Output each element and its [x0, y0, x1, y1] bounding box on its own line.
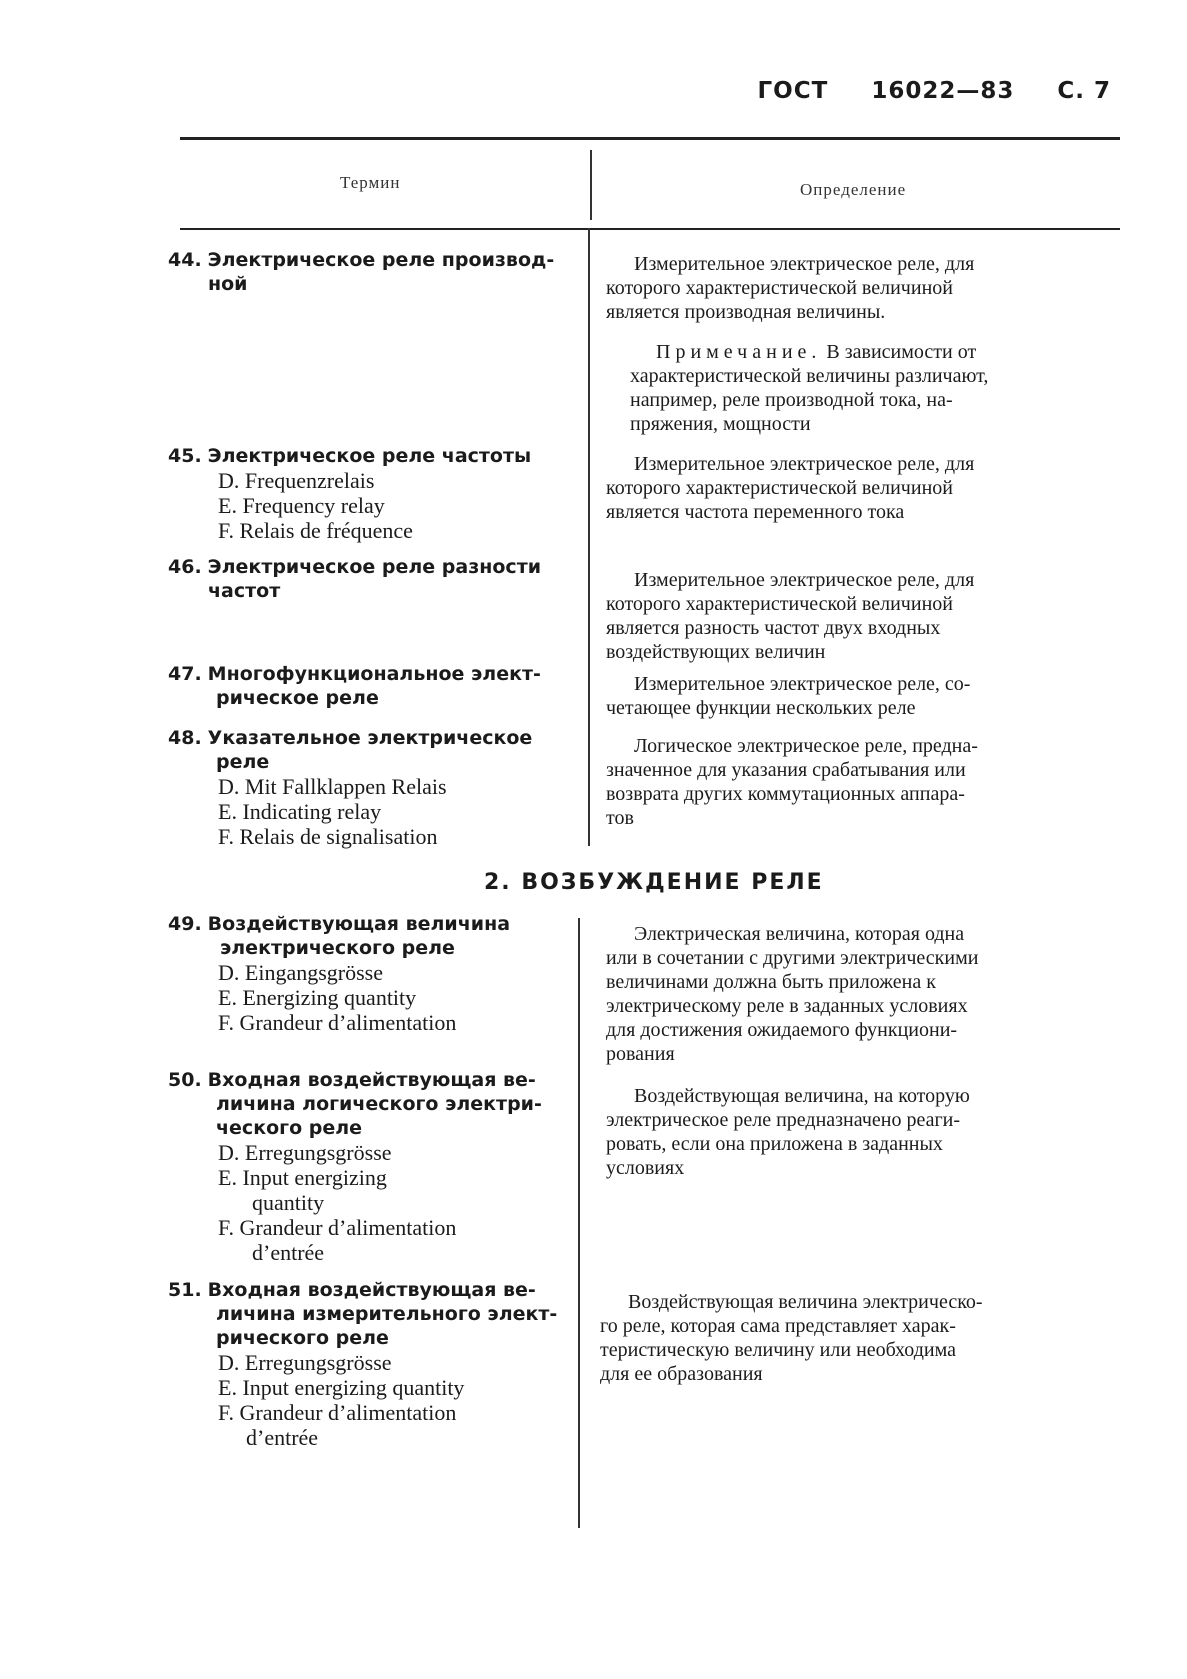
equivalent-en: E. Energizing quantity	[218, 985, 417, 1010]
term-entry-51	[168, 1278, 568, 1450]
definition-line: является частота переменного тока	[606, 501, 905, 523]
definition-line: теристическую величину или необходима	[600, 1339, 956, 1361]
term-name: Входная воздействующая ве-	[207, 1069, 536, 1091]
equivalent-fr: F. Relais de fréquence	[218, 518, 413, 543]
column-divider-upper	[588, 228, 590, 846]
definition-line: Электрическая величина, которая одна	[634, 923, 965, 945]
definition-line: четающее функции нескольких реле	[606, 697, 916, 719]
term-name: Указательное электрическое	[207, 727, 533, 749]
equivalent-de: D. Erregungsgrösse	[218, 1140, 392, 1165]
term-name-cont: рического реле	[216, 1327, 389, 1349]
column-header-definition: Определение	[800, 180, 907, 199]
definition-line: или в сочетании с другими электрическими	[606, 947, 979, 969]
definition-line: для ее образования	[600, 1363, 763, 1385]
term-entry-46	[168, 555, 568, 603]
term-number: 46.	[168, 556, 202, 578]
equivalent-fr: F. Grandeur d’alimentation	[218, 1010, 457, 1035]
standard-number: 16022—83	[871, 78, 1015, 104]
equivalent-en: E. Input energizing	[218, 1165, 387, 1190]
term-entry-48	[168, 726, 568, 849]
term-entry-49	[168, 912, 568, 1035]
definition-line: Воздействующая величина электрическо-	[628, 1291, 983, 1313]
note-line: пряжения, мощности	[630, 413, 811, 435]
column-header-term: Термин	[340, 173, 401, 192]
term-number: 50.	[168, 1069, 202, 1091]
definition-line: которого характеристической величиной	[606, 277, 953, 299]
definition-line: Измерительное электрическое реле, для	[634, 253, 975, 275]
equivalent-fr-cont: d’entrée	[246, 1425, 319, 1450]
definition-line: которого характеристической величиной	[606, 593, 953, 615]
definition-line: Измерительное электрическое реле, для	[634, 569, 975, 591]
column-divider-lower	[578, 918, 580, 1528]
definition-line: го реле, которая сама представляет харак-	[600, 1315, 956, 1337]
term-name-cont: электрического реле	[220, 937, 455, 959]
definition-line: Измерительное электрическое реле, для	[634, 453, 975, 475]
term-name-cont: рическое реле	[216, 687, 379, 709]
section-title: 2. ВОЗБУЖДЕНИЕ РЕЛЕ	[484, 870, 824, 895]
definition-line: величинами должна быть приложена к	[606, 971, 936, 993]
definition-line: возврата других коммутационных аппара-	[606, 783, 965, 805]
term-entry-45	[168, 444, 568, 543]
equivalent-fr: F. Relais de signalisation	[218, 824, 438, 849]
definition-44	[606, 252, 1114, 324]
equivalent-fr: F. Grandeur d’alimentation	[218, 1400, 457, 1425]
term-name-cont: ной	[208, 273, 248, 295]
term-name-cont: ческого реле	[216, 1117, 363, 1139]
term-name: Электрическое реле разности	[207, 556, 542, 578]
standard-label: ГОСТ	[757, 78, 829, 104]
term-name: Многофункциональное элект-	[207, 663, 541, 685]
term-name-cont: реле	[216, 751, 270, 773]
definition-47	[606, 672, 1114, 720]
definition-line: тов	[606, 807, 634, 829]
definition-line: электрическое реле предназначено реаги-	[606, 1109, 961, 1131]
definition-45	[606, 452, 1114, 524]
definition-51	[600, 1290, 1108, 1386]
term-name: Входная воздействующая ве-	[207, 1279, 536, 1301]
term-number: 49.	[168, 913, 202, 935]
term-entry-50	[168, 1068, 568, 1265]
header-bottom-rule	[180, 228, 1120, 230]
term-entry-47	[168, 662, 568, 710]
equivalent-en: E. Input energizing quantity	[218, 1375, 465, 1400]
definition-line: является разность частот двух входных	[606, 617, 941, 639]
term-name-cont: частот	[208, 580, 281, 602]
note-44	[630, 340, 1114, 436]
definition-46	[606, 568, 1114, 664]
term-name-cont: личина логического электри-	[216, 1093, 542, 1115]
definition-49	[606, 922, 1114, 1066]
definition-line: Измерительное электрическое реле, со-	[634, 673, 971, 695]
equivalent-de: D. Mit Fallklappen Relais	[218, 774, 447, 799]
equivalent-fr: F. Grandeur d’alimentation	[218, 1215, 457, 1240]
definition-48	[606, 734, 1114, 830]
equivalent-en: E. Indicating relay	[218, 799, 382, 824]
equivalent-de: D. Erregungsgrösse	[218, 1350, 392, 1375]
term-number: 45.	[168, 445, 202, 467]
term-name-cont: личина измерительного элект-	[216, 1303, 558, 1325]
definition-line: электрическому реле в заданных условиях	[606, 995, 968, 1017]
equivalent-en-cont: quantity	[252, 1190, 325, 1215]
term-name: Воздействующая величина	[207, 913, 511, 935]
definition-line: ровать, если она приложена в заданных	[606, 1133, 943, 1155]
note-line: В зависимости от	[826, 341, 977, 363]
note-line: характеристической величины различают,	[630, 365, 989, 387]
definition-line: для достижения ожидаемого функциони-	[606, 1019, 958, 1041]
definition-line: Логическое электрическое реле, предна-	[634, 735, 978, 757]
page-header	[758, 78, 1111, 104]
equivalent-fr-cont: d’entrée	[252, 1240, 325, 1265]
definition-line: Воздействующая величина, на которую	[634, 1085, 970, 1107]
header-divider	[590, 150, 592, 220]
term-entry-44	[168, 248, 568, 296]
note-line: например, реле производной тока, на-	[630, 389, 953, 411]
term-number: 51.	[168, 1279, 202, 1301]
equivalent-de: D. Eingangsgrösse	[218, 960, 383, 985]
definition-line: является производная величины.	[606, 301, 886, 323]
note-label: Примечание.	[656, 341, 822, 363]
term-name: Электрическое реле частоты	[207, 445, 532, 467]
term-number: 48.	[168, 727, 202, 749]
term-number: 47.	[168, 663, 202, 685]
definition-line: рования	[606, 1043, 675, 1065]
top-rule	[180, 137, 1120, 140]
definition-line: условиях	[606, 1157, 685, 1179]
definition-line: которого характеристической величиной	[606, 477, 953, 499]
definition-line: значенное для указания срабатывания или	[606, 759, 966, 781]
equivalent-de: D. Frequenzrelais	[218, 468, 375, 493]
equivalent-en: E. Frequency relay	[218, 493, 385, 518]
definition-line: воздействующих величин	[606, 641, 826, 663]
definition-50	[606, 1084, 1114, 1180]
page-number: С. 7	[1057, 78, 1111, 104]
term-number: 44.	[168, 249, 202, 271]
term-name: Электрическое реле производ-	[207, 249, 555, 271]
